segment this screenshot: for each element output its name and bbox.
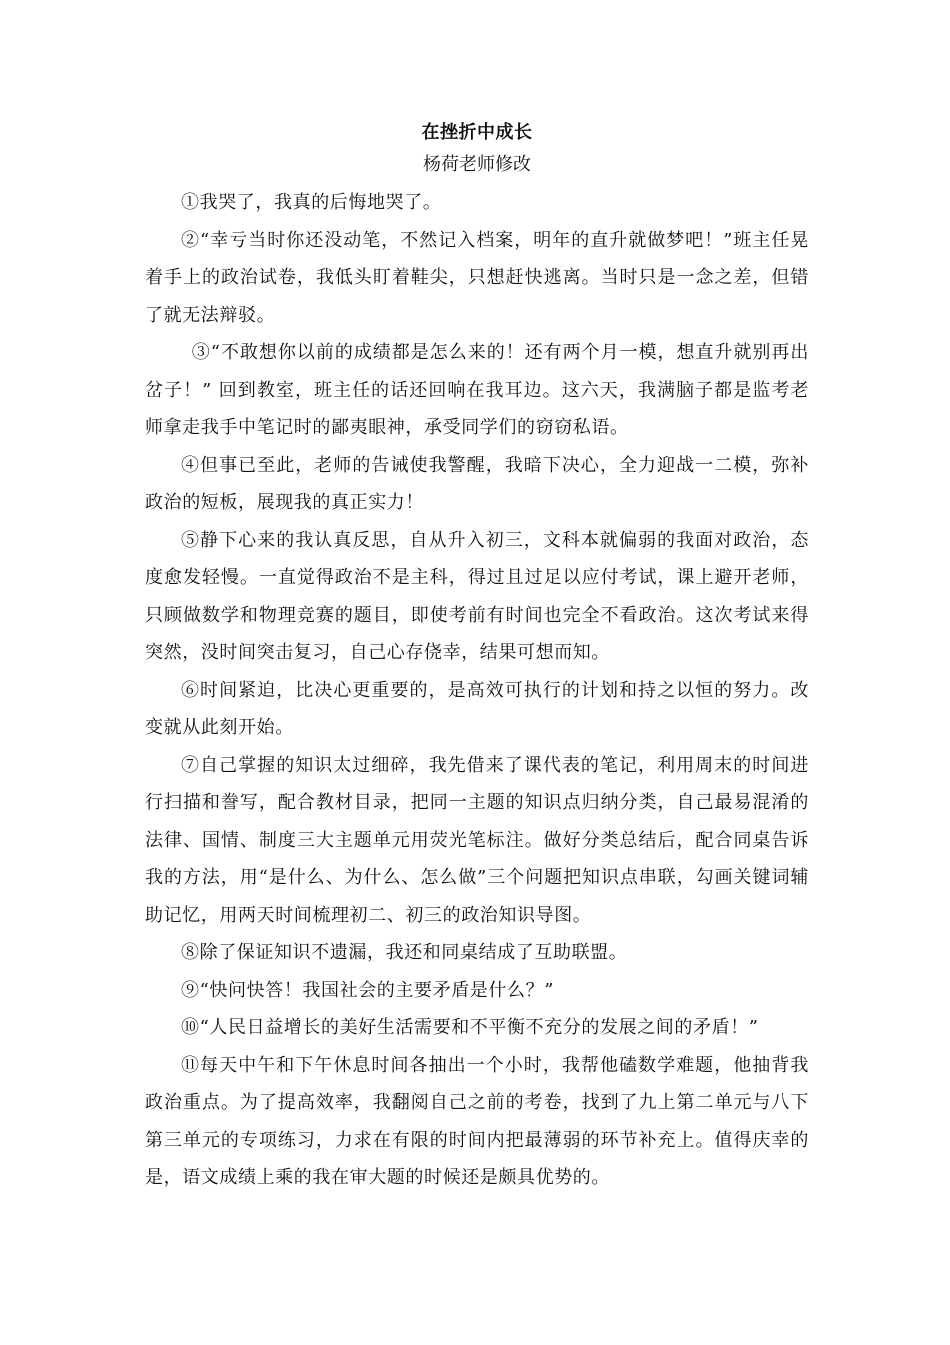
paragraph-10: ⑩“人民日益增长的美好生活需要和不平衡不充分的发展之间的矛盾！” <box>181 1017 759 1038</box>
paragraph-2: ②“幸亏当时你还没动笔，不然记入档案，明年的直升就做梦吧！”班主任晃着手上的政治试卷，我低头盯着鞋尖，只想赶快逃离。当时只是一念之差，但错了就无法辩驳。 <box>145 229 809 326</box>
paragraph-4: ④但事已至此，老师的告诫使我警醒，我暗下决心，全力迎战一二模，弥补政治的短板，展现我的真正实力！ <box>145 454 809 513</box>
paragraph-3: ③“不敢想你以前的成绩都是怎么来的！还有两个月一模，想直升就别再出岔子！” 回到教室，班主任的话还回响在我耳边。这六天，我满脑子都是监考老师拿走我手中笔记时的鄙夷眼神，承受同学们的窃窃私语。 <box>145 342 809 438</box>
paragraph-6: ⑥时间紧迫，比决心更重要的，是高效可执行的计划和持之以恒的努力。改变就从此刻开始。 <box>145 679 809 738</box>
paragraph-11: ⑪每天中午和下午休息时间各抽出一个小时，我帮他磕数学难题，他抽背我政治重点。为了提高效率，我翻阅自己之前的考卷，找到了九上第二单元与八下第三单元的专项练习，力求在有限的时间内把最薄弱的环节补充上。值得庆幸的是，语文成绩上乘的我在审大题的时候还是颇具优势的。 <box>145 1054 809 1188</box>
document-page <box>145 118 809 1197</box>
paragraph-1: ①我哭了，我真的后悔地哭了。 <box>181 192 442 213</box>
paragraph-8: ⑧除了保证知识不遗漏，我还和同桌结成了互助联盟。 <box>181 942 628 963</box>
paragraph-9: ⑨“快问快答！我国社会的主要矛盾是什么？” <box>181 979 555 1001</box>
document-title: 在挫折中成长 <box>421 122 533 143</box>
paragraph-7: ⑦自己掌握的知识太过细碎，我先借来了课代表的笔记，利用周末的时间进行扫描和誊写，配合教材目录，把同一主题的知识点归纳分类，自己最易混淆的法律、国情、制度三大主题单元用荧光笔标注。做好分类总结后，配合同桌告诉我的方法，用“是什么、为什么、怎么做”三个问题把知识点串联，勾画关键词辅助记忆，用两天时间梳理初二、初三的政治知识导图。 <box>145 754 809 926</box>
document-subtitle: 杨荷老师修改 <box>423 154 531 175</box>
paragraph-5: ⑤静下心来的我认真反思，自从升入初三，文科本就偏弱的我面对政治，态度愈发轻慢。一直觉得政治不是主科，得过且过足以应付考试，课上避开老师，只顾做数学和物理竞赛的题目，即使考前有时间也完全不看政治。这次考试来得突然，没时间突击复习，自己心存侥幸，结果可想而知。 <box>145 529 809 663</box>
